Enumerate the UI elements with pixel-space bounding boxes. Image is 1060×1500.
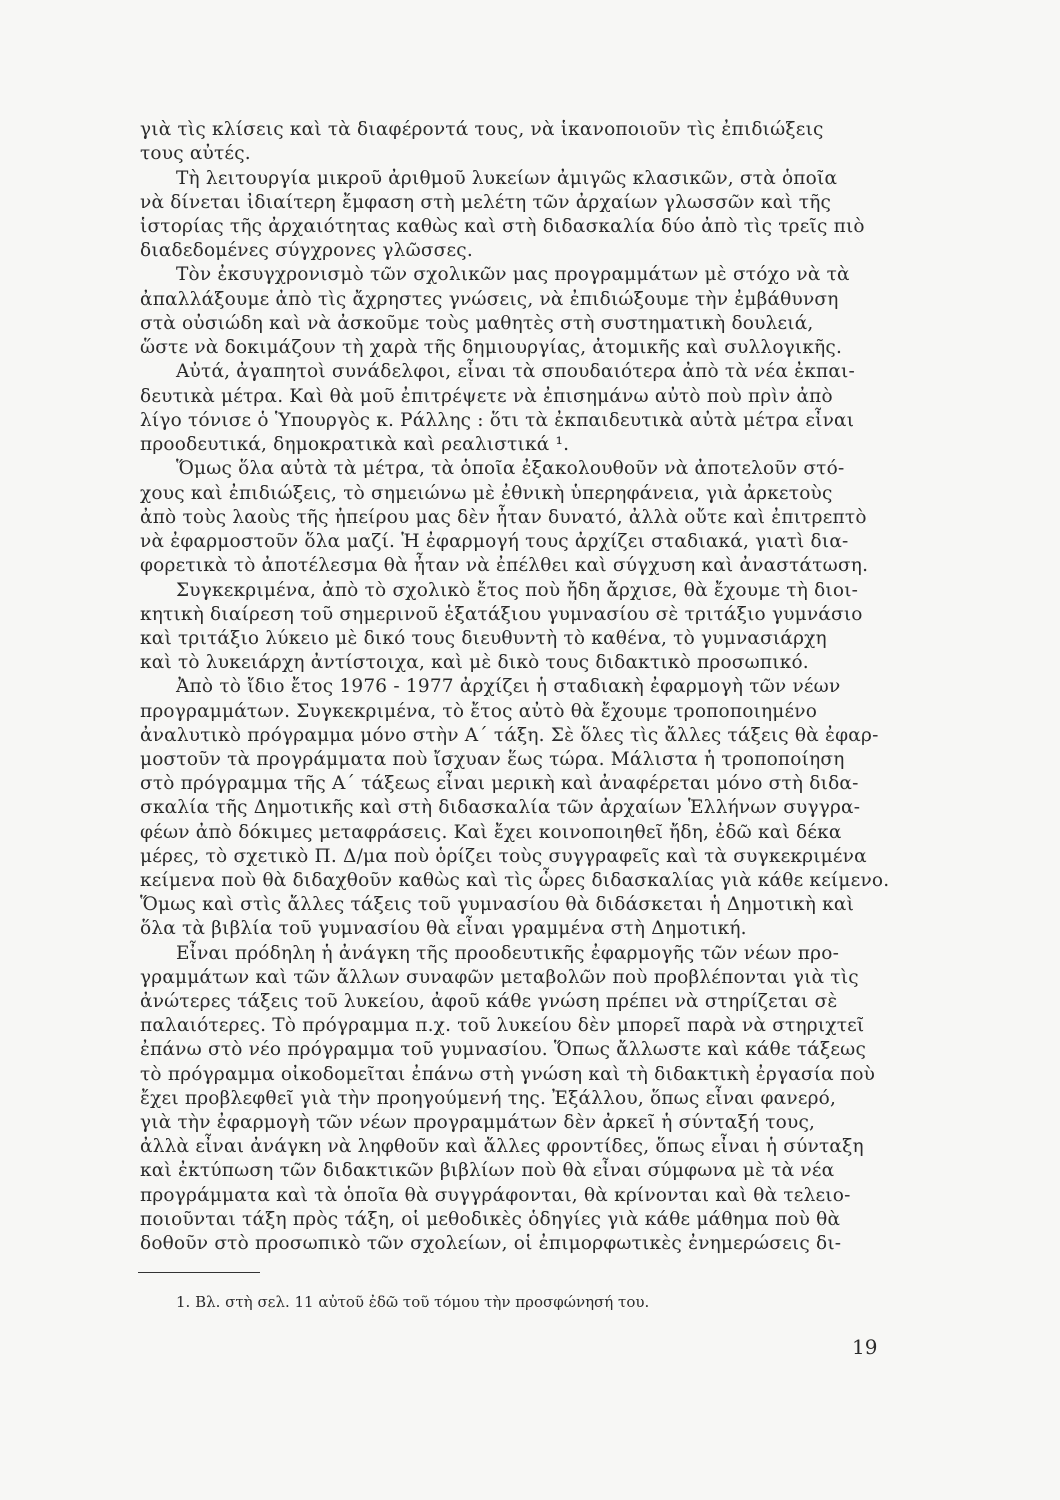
text-line: διαδεδομένες σύγχρονες γλῶσσες. xyxy=(140,240,473,261)
text-line: ἀλλὰ εἶναι ἀνάγκη νὰ ληφθοῦν καὶ ἄλλες φροντίδες, ὅπως εἶναι ἡ σύνταξη xyxy=(140,1136,864,1157)
text-line: καὶ τριτάξιο λύκειο μὲ δικό τους διευθυντὴ τὸ καθένα, τὸ γυμνασιάρχη xyxy=(140,628,827,649)
text-line: γιὰ τὴν ἐφαρμογὴ τῶν νέων προγραμμάτων δὲν ἀρκεῖ ἡ σύνταξή τους, xyxy=(140,1112,816,1133)
text-line: προοδευτικά, δημοκρατικὰ καὶ ρεαλιστικά ¹. xyxy=(140,434,570,455)
text-line: δευτικὰ μέτρα. Καὶ θὰ μοῦ ἐπιτρέψετε νὰ ἐπισημάνω αὐτὸ ποὺ πρὶν ἀπὸ xyxy=(140,386,833,407)
text-line: ἀνώτερες τάξεις τοῦ λυκείου, ἀφοῦ κάθε γνώση πρέπει νὰ στηρίζεται σὲ xyxy=(140,991,838,1012)
text-line: νὰ ἐφαρμοστοῦν ὅλα μαζί. Ἡ ἐφαρμογή τους ἀρχίζει σταδιακά, γιατὶ δια- xyxy=(140,531,849,552)
text-line: Συγκεκριμένα, ἀπὸ τὸ σχολικὸ ἔτος ποὺ ἤδη ἄρχισε, θὰ ἔχουμε τὴ διοι- xyxy=(176,580,859,601)
text-line: ἐπάνω στὸ νέο πρόγραμμα τοῦ γυμνασίου. Ὅπως ἄλλωστε καὶ κάθε τάξεως xyxy=(140,1039,867,1060)
text-line: χους καὶ ἐπιδιώξεις, τὸ σημειώνω μὲ ἐθνικὴ ὑπερηφάνεια, γιὰ ἀρκετοὺς xyxy=(140,483,833,504)
text-line: προγραμμάτων. Συγκεκριμένα, τὸ ἔτος αὐτὸ θὰ ἔχουμε τροποποιημένο xyxy=(140,701,818,722)
text-line: ἀναλυτικὸ πρόγραμμα μόνο στὴν Α΄ τάξη. Σὲ ὅλες τὶς ἄλλες τάξεις θὰ ἐφαρ- xyxy=(140,725,879,746)
text-line: Αὐτά, ἀγαπητοὶ συνάδελφοι, εἶναι τὰ σπουδαιότερα ἀπὸ τὰ νέα ἐκπαι- xyxy=(176,361,855,382)
text-line: γραμμάτων καὶ τῶν ἄλλων συναφῶν μεταβολῶν ποὺ προβλέπονται γιὰ τὶς xyxy=(140,967,859,988)
text-line: ἔχει προβλεφθεῖ γιὰ τὴν προηγούμενή της. Ἐξάλλου, ὅπως εἶναι φανερό, xyxy=(140,1088,837,1109)
text-line: σκαλία τῆς Δημοτικῆς καὶ στὴ διδασκαλία τῶν ἀρχαίων Ἑλλήνων συγγρα- xyxy=(140,797,861,818)
text-line: δοθοῦν στὸ προσωπικὸ τῶν σχολείων, οἱ ἐπιμορφωτικὲς ἐνημερώσεις δι- xyxy=(140,1233,842,1254)
text-line: προγράμματα καὶ τὰ ὁποῖα θὰ συγγράφονται, θὰ κρίνονται καὶ θὰ τελειο- xyxy=(140,1185,851,1206)
text-line: παλαιότερες. Τὸ πρόγραμμα π.χ. τοῦ λυκείου δὲν μπορεῖ παρὰ νὰ στηριχτεῖ xyxy=(140,1015,865,1036)
text-line: Ἀπὸ τὸ ἴδιο ἔτος 1976 - 1977 ἀρχίζει ἡ σταδιακὴ ἐφαρμογὴ τῶν νέων xyxy=(176,676,841,697)
text-line: γιὰ τὶς κλίσεις καὶ τὰ διαφέροντά τους, νὰ ἱκανοποιοῦν τὶς ἐπιδιώξεις xyxy=(140,119,824,140)
text-line: κείμενα ποὺ θὰ διδαχθοῦν καθὼς καὶ τὶς ὧρες διδασκαλίας γιὰ κάθε κείμενο. xyxy=(140,870,890,891)
text-line: ὥστε νὰ δοκιμάζουν τὴ χαρὰ τῆς δημιουργίας, ἀτομικῆς καὶ συλλογικῆς. xyxy=(140,337,843,358)
text-line: κητικὴ διαίρεση τοῦ σημερινοῦ ἑξατάξιου γυμνασίου σὲ τριτάξιο γυμνάσιο xyxy=(140,604,863,625)
text-line: ἀπαλλάξουμε ἀπὸ τὶς ἄχρηστες γνώσεις, νὰ ἐπιδιώξουμε τὴν ἐμβάθυνση xyxy=(140,289,839,310)
text-line: φέων ἀπὸ δόκιμες μεταφράσεις. Καὶ ἔχει κοινοποιηθεῖ ἤδη, ἐδῶ καὶ δέκα xyxy=(140,822,842,843)
text-line: μέρες, τὸ σχετικὸ Π. Δ/μα ποὺ ὁρίζει τοὺς συγγραφεῖς καὶ τὰ συγκεκριμένα xyxy=(140,846,867,867)
text-line: Εἶναι πρόδηλη ἡ ἀνάγκη τῆς προοδευτικῆς ἐφαρμογῆς τῶν νέων προ- xyxy=(176,943,840,964)
text-line: Τὴ λειτουργία μικροῦ ἀριθμοῦ λυκείων ἀμιγῶς κλασικῶν, στὰ ὁποῖα xyxy=(176,168,838,189)
text-line: καὶ τὸ λυκειάρχη ἀντίστοιχα, καὶ μὲ δικὸ τους διδακτικὸ προσωπικό. xyxy=(140,652,809,673)
text-line: τὸ πρόγραμμα οἰκοδομεῖται ἐπάνω στὴ γνώση καὶ τὴ διδακτικὴ ἐργασία ποὺ xyxy=(140,1064,876,1085)
text-line: Ὅμως καὶ στὶς ἄλλες τάξεις τοῦ γυμνασίου θὰ διδάσκεται ἡ Δημοτικὴ καὶ xyxy=(140,894,855,915)
text-line: μοστοῦν τὰ προγράμματα ποὺ ἴσχυαν ἕως τώρα. Μάλιστα ἡ τροποποίηση xyxy=(140,749,845,770)
text-line: καὶ ἐκτύπωση τῶν διδακτικῶν βιβλίων ποὺ θὰ εἶναι σύμφωνα μὲ τὰ νέα xyxy=(140,1160,835,1181)
text-line: φορετικὰ τὸ ἀποτέλεσμα θὰ ἦταν νὰ ἐπέλθει καὶ σύγχυση καὶ ἀναστάτωση. xyxy=(140,555,869,576)
text-line: στὸ πρόγραμμα τῆς Α΄ τάξεως εἶναι μερικὴ καὶ ἀναφέρεται μόνο στὴ διδα- xyxy=(140,773,859,794)
text-line: λίγο τόνισε ὁ Ὑπουργὸς κ. Ράλλης : ὅτι τὰ ἐκπαιδευτικὰ αὐτὰ μέτρα εἶναι xyxy=(140,410,855,431)
text-line: τους αὐτές. xyxy=(140,143,251,164)
text-line: ἀπὸ τοὺς λαοὺς τῆς ἠπείρου μας δὲν ἦταν δυνατό, ἀλλὰ οὔτε καὶ ἐπιτρεπτὸ xyxy=(140,507,867,528)
text-line: ποιοῦνται τάξη πρὸς τάξη, οἱ μεθοδικὲς ὁδηγίες γιὰ κάθε μάθημα ποὺ θὰ xyxy=(140,1209,841,1230)
text-line: ἱστορίας τῆς ἀρχαιότητας καθὼς καὶ στὴ διδασκαλία δύο ἀπὸ τὶς τρεῖς πιὸ xyxy=(140,216,865,237)
text-line: ὅλα τὰ βιβλία τοῦ γυμνασίου θὰ εἶναι γραμμένα στὴ Δημοτική. xyxy=(140,918,747,939)
text-line: Τὸν ἐκσυγχρονισμὸ τῶν σχολικῶν μας προγραμμάτων μὲ στόχο νὰ τὰ xyxy=(176,264,850,285)
page-number: 19 xyxy=(852,1335,878,1359)
footnote: 1. Βλ. στὴ σελ. 11 αὐτοῦ ἐδῶ τοῦ τόμου τὴν προσφώνησή του. xyxy=(176,1293,650,1311)
text-line: Ὅμως ὅλα αὐτὰ τὰ μέτρα, τὰ ὁποῖα ἐξακολουθοῦν νὰ ἀποτελοῦν στό- xyxy=(176,458,845,479)
footnote-divider xyxy=(138,1272,260,1273)
text-line: στὰ οὐσιώδη καὶ νὰ ἀσκοῦμε τοὺς μαθητὲς στὴ συστηματικὴ δουλειά, xyxy=(140,313,814,334)
text-line: νὰ δίνεται ἰδιαίτερη ἔμφαση στὴ μελέτη τῶν ἀρχαίων γλωσσῶν καὶ τῆς xyxy=(140,192,832,213)
